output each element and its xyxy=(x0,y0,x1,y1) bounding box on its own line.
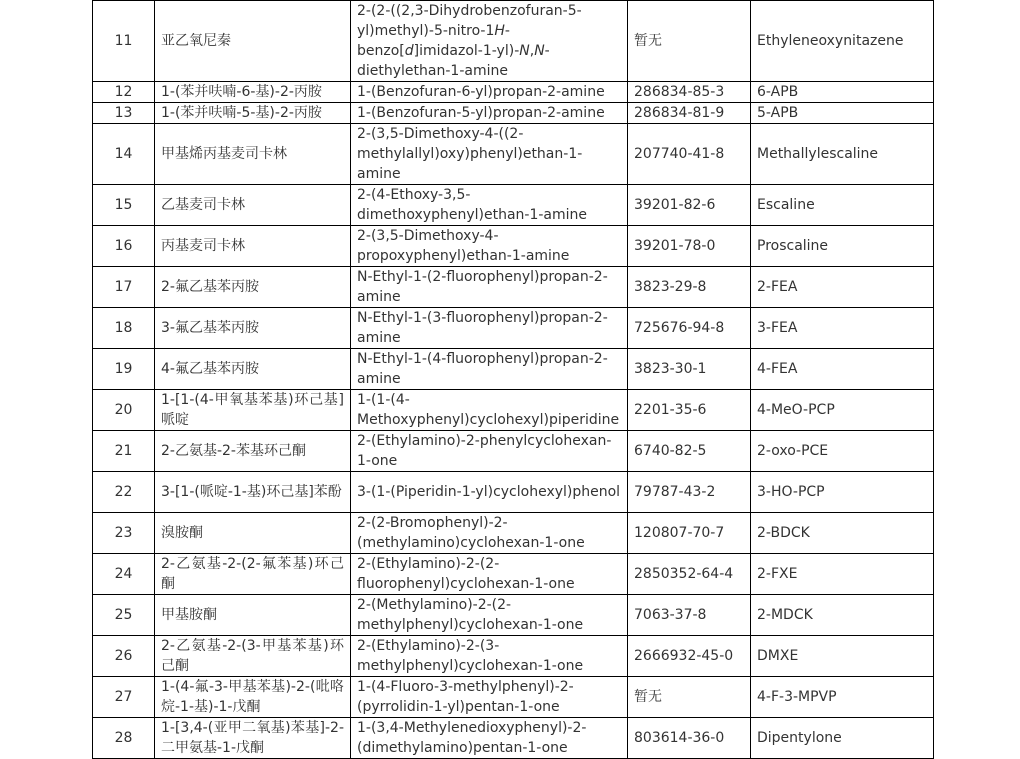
cell-chinese-name: 溴胺酮 xyxy=(155,513,351,554)
cell-english-name: 4-F-3-MPVP xyxy=(751,677,934,718)
cell-number: 15 xyxy=(93,185,155,226)
cell-number: 26 xyxy=(93,636,155,677)
cell-cas-number: 6740-82-5 xyxy=(628,431,751,472)
cell-chinese-name: 亚乙氧尼秦 xyxy=(155,1,351,82)
cell-iupac-name: 1-(Benzofuran-6-yl)propan-2-amine xyxy=(351,82,628,103)
iupac-name-part: d xyxy=(404,43,414,59)
cell-number: 22 xyxy=(93,472,155,513)
table-row xyxy=(93,677,934,718)
cell-cas-number: 3823-29-8 xyxy=(628,267,751,308)
cell-number: 23 xyxy=(93,513,155,554)
cell-iupac-name xyxy=(351,1,628,82)
cell-number: 21 xyxy=(93,431,155,472)
cell-chinese-name: 1-(苯并呋喃-5-基)-2-丙胺 xyxy=(155,103,351,124)
cell-number: 24 xyxy=(93,554,155,595)
cell-iupac-name: N-Ethyl-1-(4-fluorophenyl)propan-2-amine xyxy=(351,349,628,390)
cell-english-name: 5-APB xyxy=(751,103,934,124)
cell-iupac-name: N-Ethyl-1-(3-fluorophenyl)propan-2-amine xyxy=(351,308,628,349)
iupac-name-part: ]imidazol-1-yl)- xyxy=(413,43,520,59)
cell-iupac-name: 1-(3,4-Methylenedioxyphenyl)-2-(dimethylamino)pentan-1-one xyxy=(351,718,628,759)
cell-cas-number: 2850352-64-4 xyxy=(628,554,751,595)
cell-cas-number: 2666932-45-0 xyxy=(628,636,751,677)
iupac-name-text xyxy=(357,1,621,81)
table-row xyxy=(93,267,934,308)
cell-iupac-name: 2-(Ethylamino)-2-(3-methylphenyl)cyclohexan-1-one xyxy=(351,636,628,677)
table-row xyxy=(93,185,934,226)
substance-table-container xyxy=(92,0,934,759)
cell-cas-number: 725676-94-8 xyxy=(628,308,751,349)
cell-iupac-name: 1-(4-Fluoro-3-methylphenyl)-2-(pyrrolidin-1-yl)pentan-1-one xyxy=(351,677,628,718)
cell-english-name: 3-FEA xyxy=(751,308,934,349)
iupac-name-part: 2-(2-((2,3-Dihydrobenzofuran-5-yl)methyl)-5-nitro-1 xyxy=(357,3,582,39)
table-row xyxy=(93,1,934,82)
cell-chinese-name: 3-[1-(哌啶-1-基)环己基]苯酚 xyxy=(155,472,351,513)
iupac-name-part: , xyxy=(529,43,535,59)
cell-english-name: 4-FEA xyxy=(751,349,934,390)
cell-english-name: Escaline xyxy=(751,185,934,226)
cell-chinese-name: 2-乙氨基-2-(3-甲基苯基)环己酮 xyxy=(155,636,351,677)
table-row xyxy=(93,308,934,349)
table-row xyxy=(93,472,934,513)
cell-cas-number: 120807-70-7 xyxy=(628,513,751,554)
cell-chinese-name: 乙基麦司卡林 xyxy=(155,185,351,226)
table-row xyxy=(93,718,934,759)
cell-english-name: 2-FXE xyxy=(751,554,934,595)
table-row xyxy=(93,554,934,595)
cell-number: 18 xyxy=(93,308,155,349)
iupac-name-part: -benzo[ xyxy=(357,23,510,59)
cell-number: 12 xyxy=(93,82,155,103)
table-row xyxy=(93,124,934,185)
cell-chinese-name: 1-[1-(4-甲氧基苯基)环己基]哌啶 xyxy=(155,390,351,431)
cell-number: 17 xyxy=(93,267,155,308)
table-row xyxy=(93,82,934,103)
cell-chinese-name: 甲基烯丙基麦司卡林 xyxy=(155,124,351,185)
cell-cas-number: 3823-30-1 xyxy=(628,349,751,390)
cell-cas-number: 2201-35-6 xyxy=(628,390,751,431)
iupac-name-part: N xyxy=(519,43,530,59)
cell-cas-number: 803614-36-0 xyxy=(628,718,751,759)
cell-iupac-name: 2-(2-Bromophenyl)-2-(methylamino)cyclohexan-1-one xyxy=(351,513,628,554)
cell-english-name: 2-BDCK xyxy=(751,513,934,554)
cell-english-name: Methallylescaline xyxy=(751,124,934,185)
cell-chinese-name: 3-氟乙基苯丙胺 xyxy=(155,308,351,349)
cell-iupac-name: N-Ethyl-1-(2-fluorophenyl)propan-2-amine xyxy=(351,267,628,308)
table-row xyxy=(93,349,934,390)
cell-cas-number: 暂无 xyxy=(628,677,751,718)
substance-table xyxy=(92,0,934,759)
cell-cas-number: 286834-85-3 xyxy=(628,82,751,103)
cell-english-name: 2-oxo-PCE xyxy=(751,431,934,472)
table-row xyxy=(93,390,934,431)
cell-iupac-name: 1-(1-(4-Methoxyphenyl)cyclohexyl)piperidine xyxy=(351,390,628,431)
cell-cas-number: 39201-78-0 xyxy=(628,226,751,267)
cell-english-name: 6-APB xyxy=(751,82,934,103)
cell-chinese-name: 2-乙氨基-2-(2-氟苯基)环己酮 xyxy=(155,554,351,595)
cell-chinese-name: 1-[3,4-(亚甲二氧基)苯基]-2-二甲氨基-1-戊酮 xyxy=(155,718,351,759)
cell-english-name: 4-MeO-PCP xyxy=(751,390,934,431)
cell-iupac-name: 2-(4-Ethoxy-3,5-dimethoxyphenyl)ethan-1-amine xyxy=(351,185,628,226)
cell-number: 16 xyxy=(93,226,155,267)
cell-iupac-name: 2-(3,5-Dimethoxy-4-propoxyphenyl)ethan-1-amine xyxy=(351,226,628,267)
cell-english-name: Dipentylone xyxy=(751,718,934,759)
cell-iupac-name: 2-(Methylamino)-2-(2-methylphenyl)cyclohexan-1-one xyxy=(351,595,628,636)
cell-number: 19 xyxy=(93,349,155,390)
cell-cas-number: 7063-37-8 xyxy=(628,595,751,636)
cell-chinese-name: 2-乙氨基-2-苯基环己酮 xyxy=(155,431,351,472)
table-row xyxy=(93,513,934,554)
table-row xyxy=(93,226,934,267)
cell-english-name: 2-FEA xyxy=(751,267,934,308)
table-row xyxy=(93,103,934,124)
cell-english-name: 2-MDCK xyxy=(751,595,934,636)
cell-chinese-name: 1-(4-氟-3-甲基苯基)-2-(吡咯烷-1-基)-1-戊酮 xyxy=(155,677,351,718)
cell-number: 13 xyxy=(93,103,155,124)
cell-number: 28 xyxy=(93,718,155,759)
cell-chinese-name: 4-氟乙基苯丙胺 xyxy=(155,349,351,390)
cell-cas-number: 207740-41-8 xyxy=(628,124,751,185)
cell-english-name: DMXE xyxy=(751,636,934,677)
cell-iupac-name: 2-(Ethylamino)-2-(2-fluorophenyl)cyclohexan-1-one xyxy=(351,554,628,595)
table-row xyxy=(93,431,934,472)
cell-iupac-name: 1-(Benzofuran-5-yl)propan-2-amine xyxy=(351,103,628,124)
iupac-name-part: N xyxy=(534,43,545,59)
cell-number: 25 xyxy=(93,595,155,636)
cell-english-name: 3-HO-PCP xyxy=(751,472,934,513)
cell-english-name: Ethyleneoxynitazene xyxy=(751,1,934,82)
cell-number: 27 xyxy=(93,677,155,718)
cell-cas-number: 79787-43-2 xyxy=(628,472,751,513)
cell-number: 14 xyxy=(93,124,155,185)
iupac-name-part: -diethylethan-1-amine xyxy=(357,43,550,79)
cell-chinese-name: 甲基胺酮 xyxy=(155,595,351,636)
cell-number: 20 xyxy=(93,390,155,431)
iupac-name-part: H xyxy=(494,23,505,39)
cell-cas-number: 暂无 xyxy=(628,1,751,82)
cell-english-name: Proscaline xyxy=(751,226,934,267)
cell-iupac-name: 2-(Ethylamino)-2-phenylcyclohexan-1-one xyxy=(351,431,628,472)
table-body xyxy=(93,1,934,759)
cell-cas-number: 286834-81-9 xyxy=(628,103,751,124)
cell-chinese-name: 丙基麦司卡林 xyxy=(155,226,351,267)
cell-iupac-name: 2-(3,5-Dimethoxy-4-((2-methylallyl)oxy)phenyl)ethan-1-amine xyxy=(351,124,628,185)
table-row xyxy=(93,595,934,636)
cell-cas-number: 39201-82-6 xyxy=(628,185,751,226)
cell-iupac-name: 3-(1-(Piperidin-1-yl)cyclohexyl)phenol xyxy=(351,472,628,513)
table-row xyxy=(93,636,934,677)
cell-chinese-name: 2-氟乙基苯丙胺 xyxy=(155,267,351,308)
cell-chinese-name: 1-(苯并呋喃-6-基)-2-丙胺 xyxy=(155,82,351,103)
cell-number: 11 xyxy=(93,1,155,82)
